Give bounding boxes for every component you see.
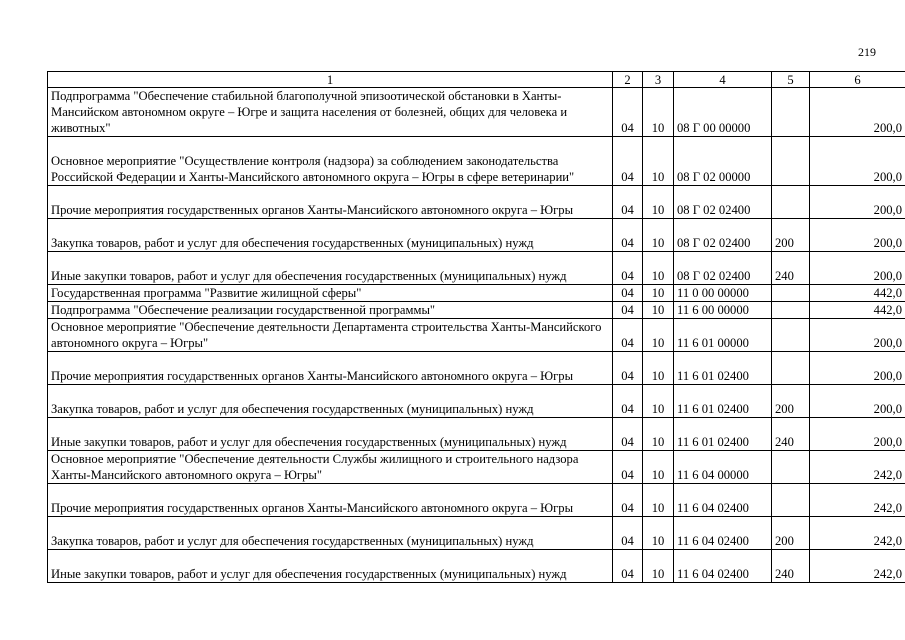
- row-amount-cell: 200,0: [810, 385, 905, 418]
- row-target-code-cell: 11 6 04 02400: [674, 550, 772, 583]
- row-target-code-cell: 08 Г 00 00000: [674, 88, 772, 137]
- row-subsection-cell: 10: [643, 319, 674, 352]
- row-expense-type-cell: [772, 352, 810, 385]
- row-target-code-cell: 11 6 04 02400: [674, 517, 772, 550]
- row-subsection-cell: 10: [643, 285, 674, 302]
- header-cell-amount: 6: [810, 72, 905, 88]
- row-section-cell: 04: [613, 88, 643, 137]
- header-cell-subsection: 3: [643, 72, 674, 88]
- row-name-cell: Государственная программа "Развитие жилищной сферы": [48, 285, 613, 302]
- row-subsection-cell: 10: [643, 352, 674, 385]
- table-row: [48, 186, 905, 219]
- row-name-cell: Подпрограмма "Обеспечение стабильной благополучной эпизоотической обстановки в Ханты-Мансийском автономном округе – Югре и защита населения от болезней, общих для человека и животных": [48, 88, 613, 137]
- table-row: [48, 484, 905, 517]
- row-expense-type-cell: [772, 186, 810, 219]
- table-row: [48, 137, 905, 186]
- row-target-code-cell: 11 6 04 00000: [674, 451, 772, 484]
- header-cell-expense-type: 5: [772, 72, 810, 88]
- row-name-cell: Иные закупки товаров, работ и услуг для обеспечения государственных (муниципальных) нужд: [48, 252, 613, 285]
- row-expense-type-cell: [772, 137, 810, 186]
- row-expense-type-cell: 240: [772, 550, 810, 583]
- row-subsection-cell: 10: [643, 252, 674, 285]
- page-number: 219: [858, 45, 876, 59]
- row-section-cell: 04: [613, 186, 643, 219]
- table-row: [48, 451, 905, 484]
- row-name-cell: Закупка товаров, работ и услуг для обеспечения государственных (муниципальных) нужд: [48, 219, 613, 252]
- row-subsection-cell: 10: [643, 517, 674, 550]
- row-target-code-cell: 11 6 01 00000: [674, 319, 772, 352]
- row-name-cell: Прочие мероприятия государственных органов Ханты-Мансийского автономного округа – Югры: [48, 186, 613, 219]
- table-row: [48, 252, 905, 285]
- row-amount-cell: 200,0: [810, 88, 905, 137]
- row-amount-cell: 200,0: [810, 186, 905, 219]
- row-amount-cell: 200,0: [810, 418, 905, 451]
- row-subsection-cell: 10: [643, 550, 674, 583]
- row-target-code-cell: 08 Г 02 00000: [674, 137, 772, 186]
- table-row: [48, 550, 905, 583]
- table-row: [48, 285, 905, 302]
- row-section-cell: 04: [613, 517, 643, 550]
- table-row: [48, 418, 905, 451]
- row-amount-cell: 200,0: [810, 137, 905, 186]
- row-name-cell: Основное мероприятие "Обеспечение деятельности Службы жилищного и строительного надзора Ханты-Мансийского автономного округа – Югры": [48, 451, 613, 484]
- row-section-cell: 04: [613, 137, 643, 186]
- table-row: [48, 88, 905, 137]
- row-amount-cell: 242,0: [810, 517, 905, 550]
- row-target-code-cell: 11 6 00 00000: [674, 302, 772, 319]
- row-section-cell: 04: [613, 285, 643, 302]
- row-name-cell: Подпрограмма "Обеспечение реализации государственной программы": [48, 302, 613, 319]
- row-section-cell: 04: [613, 484, 643, 517]
- row-subsection-cell: 10: [643, 88, 674, 137]
- table-row: [48, 385, 905, 418]
- row-subsection-cell: 10: [643, 385, 674, 418]
- row-expense-type-cell: 200: [772, 517, 810, 550]
- table-body: [48, 88, 905, 583]
- row-section-cell: 04: [613, 302, 643, 319]
- row-name-cell: Прочие мероприятия государственных органов Ханты-Мансийского автономного округа – Югры: [48, 484, 613, 517]
- row-subsection-cell: 10: [643, 137, 674, 186]
- row-name-cell: Основное мероприятие "Обеспечение деятельности Департамента строительства Ханты-Мансийского автономного округа – Югры": [48, 319, 613, 352]
- row-subsection-cell: 10: [643, 418, 674, 451]
- header-cell-target-code: 4: [674, 72, 772, 88]
- row-name-cell: Закупка товаров, работ и услуг для обеспечения государственных (муниципальных) нужд: [48, 517, 613, 550]
- row-subsection-cell: 10: [643, 451, 674, 484]
- row-target-code-cell: 11 6 01 02400: [674, 418, 772, 451]
- table-row: [48, 517, 905, 550]
- row-name-cell: Закупка товаров, работ и услуг для обеспечения государственных (муниципальных) нужд: [48, 385, 613, 418]
- row-target-code-cell: 11 6 04 02400: [674, 484, 772, 517]
- table-row: [48, 302, 905, 319]
- row-expense-type-cell: 240: [772, 252, 810, 285]
- row-target-code-cell: 08 Г 02 02400: [674, 219, 772, 252]
- row-name-cell: Прочие мероприятия государственных органов Ханты-Мансийского автономного округа – Югры: [48, 352, 613, 385]
- row-section-cell: 04: [613, 451, 643, 484]
- row-section-cell: 04: [613, 252, 643, 285]
- header-cell-name: 1: [48, 72, 613, 88]
- row-target-code-cell: 08 Г 02 02400: [674, 186, 772, 219]
- row-amount-cell: 200,0: [810, 352, 905, 385]
- row-amount-cell: 200,0: [810, 319, 905, 352]
- row-expense-type-cell: [772, 319, 810, 352]
- row-expense-type-cell: [772, 302, 810, 319]
- row-subsection-cell: 10: [643, 302, 674, 319]
- row-amount-cell: 442,0: [810, 302, 905, 319]
- row-amount-cell: 242,0: [810, 484, 905, 517]
- header-cell-section: 2: [613, 72, 643, 88]
- row-subsection-cell: 10: [643, 484, 674, 517]
- row-expense-type-cell: 200: [772, 385, 810, 418]
- row-target-code-cell: 08 Г 02 02400: [674, 252, 772, 285]
- table-row: [48, 352, 905, 385]
- row-amount-cell: 242,0: [810, 550, 905, 583]
- row-name-cell: Иные закупки товаров, работ и услуг для обеспечения государственных (муниципальных) нужд: [48, 550, 613, 583]
- row-amount-cell: 442,0: [810, 285, 905, 302]
- row-section-cell: 04: [613, 219, 643, 252]
- table-header-row: [48, 72, 905, 88]
- row-section-cell: 04: [613, 319, 643, 352]
- row-section-cell: 04: [613, 352, 643, 385]
- row-target-code-cell: 11 0 00 00000: [674, 285, 772, 302]
- row-amount-cell: 242,0: [810, 451, 905, 484]
- row-subsection-cell: 10: [643, 219, 674, 252]
- row-name-cell: Иные закупки товаров, работ и услуг для обеспечения государственных (муниципальных) нужд: [48, 418, 613, 451]
- row-expense-type-cell: [772, 484, 810, 517]
- row-target-code-cell: 11 6 01 02400: [674, 385, 772, 418]
- table-row: [48, 319, 905, 352]
- row-subsection-cell: 10: [643, 186, 674, 219]
- row-section-cell: 04: [613, 550, 643, 583]
- table-row: [48, 219, 905, 252]
- row-expense-type-cell: [772, 451, 810, 484]
- row-section-cell: 04: [613, 385, 643, 418]
- row-expense-type-cell: 240: [772, 418, 810, 451]
- row-target-code-cell: 11 6 01 02400: [674, 352, 772, 385]
- row-amount-cell: 200,0: [810, 252, 905, 285]
- row-section-cell: 04: [613, 418, 643, 451]
- row-expense-type-cell: [772, 285, 810, 302]
- row-expense-type-cell: 200: [772, 219, 810, 252]
- budget-table: [47, 71, 905, 583]
- row-amount-cell: 200,0: [810, 219, 905, 252]
- row-name-cell: Основное мероприятие "Осуществление контроля (надзора) за соблюдением законодательства Российской Федерации и Ханты-Мансийского автономного округа – Югры в сфере ветеринарии": [48, 137, 613, 186]
- row-expense-type-cell: [772, 88, 810, 137]
